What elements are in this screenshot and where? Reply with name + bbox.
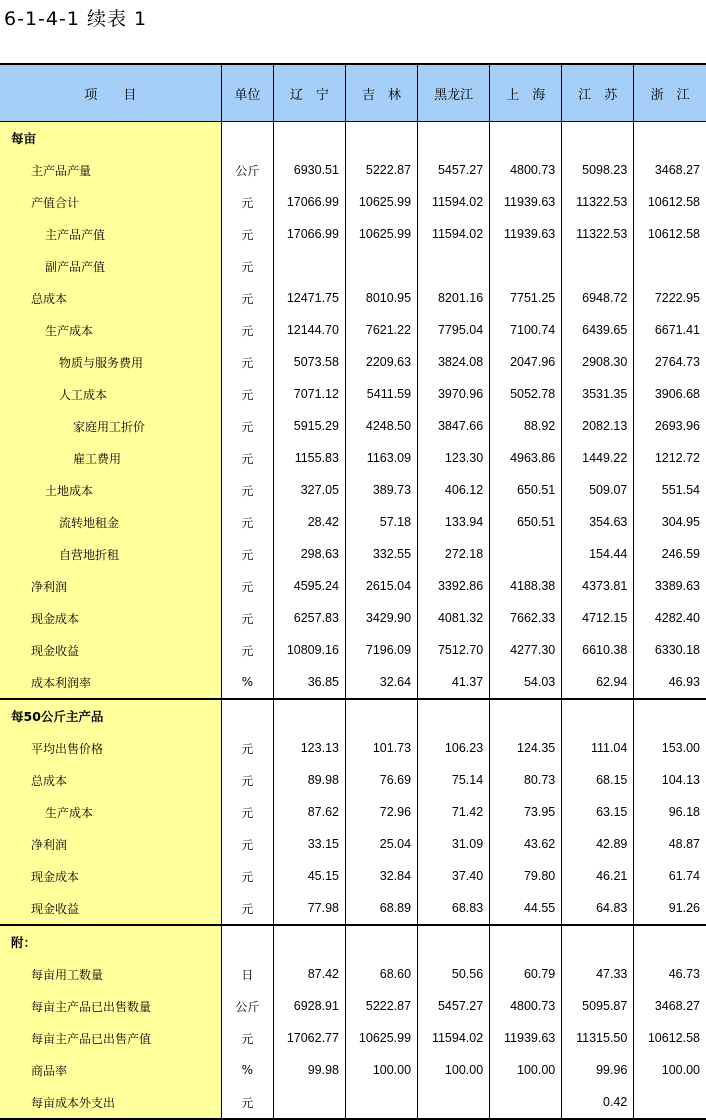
value-cell: 11594.02 [418,186,490,218]
value-cell [345,925,417,958]
row-unit: 元 [221,570,273,602]
row-unit: 元 [221,602,273,634]
header-region: 黑龙江 [418,64,490,122]
row-label: 每亩用工数量 [0,958,221,990]
table-row [0,474,706,506]
table-row [0,666,706,699]
value-cell: 89.98 [273,764,345,796]
value-cell: 1212.72 [634,442,706,474]
value-cell [634,122,706,155]
header-item: 项 目 [0,64,221,122]
value-cell: 4800.73 [490,990,562,1022]
row-unit: 元 [221,1086,273,1119]
value-cell: 5095.87 [562,990,634,1022]
value-cell: 71.42 [418,796,490,828]
value-cell: 11939.63 [490,1022,562,1054]
row-label: 主产品产值 [0,218,221,250]
cost-benefit-table [0,63,706,1120]
value-cell: 4800.73 [490,154,562,186]
row-unit [221,122,273,155]
value-cell: 123.13 [273,732,345,764]
row-unit: 元 [221,538,273,570]
table-row [0,378,706,410]
value-cell [490,1086,562,1119]
value-cell: 4248.50 [345,410,417,442]
value-cell: 99.96 [562,1054,634,1086]
value-cell: 10625.99 [345,218,417,250]
value-cell: 10612.58 [634,186,706,218]
table-row [0,892,706,925]
value-cell: 154.44 [562,538,634,570]
row-label: 净利润 [0,828,221,860]
row-unit: 元 [221,250,273,282]
row-unit: 日 [221,958,273,990]
value-cell: 100.00 [418,1054,490,1086]
value-cell: 354.63 [562,506,634,538]
value-cell: 11322.53 [562,218,634,250]
page-title: 6-1-4-1 续表 1 [4,8,148,30]
row-unit: 元 [221,796,273,828]
table-row [0,602,706,634]
row-label: 每亩主产品已出售产值 [0,1022,221,1054]
value-cell: 7100.74 [490,314,562,346]
row-label: 产值合计 [0,186,221,218]
value-cell: 551.54 [634,474,706,506]
section-row [0,925,706,958]
value-cell: 4712.15 [562,602,634,634]
value-cell: 1449.22 [562,442,634,474]
value-cell: 327.05 [273,474,345,506]
value-cell: 5915.29 [273,410,345,442]
value-cell: 1155.83 [273,442,345,474]
row-unit: 元 [221,764,273,796]
value-cell: 3847.66 [418,410,490,442]
value-cell: 45.15 [273,860,345,892]
value-cell: 10612.58 [634,218,706,250]
row-unit: 公斤 [221,990,273,1022]
value-cell: 124.35 [490,732,562,764]
data-table-container [0,63,706,1120]
table-row [0,346,706,378]
section-label: 每亩 [0,122,221,155]
value-cell: 10625.99 [345,1022,417,1054]
value-cell [490,538,562,570]
table-row [0,186,706,218]
value-cell: 42.89 [562,828,634,860]
value-cell: 33.15 [273,828,345,860]
value-cell: 104.13 [634,764,706,796]
row-label: 主产品产量 [0,154,221,186]
value-cell: 31.09 [418,828,490,860]
value-cell: 5098.23 [562,154,634,186]
value-cell [345,1086,417,1119]
table-row [0,1022,706,1054]
value-cell: 100.00 [345,1054,417,1086]
row-label: 雇工费用 [0,442,221,474]
value-cell: 54.03 [490,666,562,699]
table-row [0,634,706,666]
value-cell: 47.33 [562,958,634,990]
value-cell: 123.30 [418,442,490,474]
value-cell: 3531.35 [562,378,634,410]
row-unit: 元 [221,346,273,378]
value-cell: 509.07 [562,474,634,506]
value-cell: 5457.27 [418,990,490,1022]
row-unit: 元 [221,282,273,314]
value-cell: 11939.63 [490,186,562,218]
header-region: 吉 林 [345,64,417,122]
value-cell: 87.42 [273,958,345,990]
table-row [0,282,706,314]
value-cell: 28.42 [273,506,345,538]
row-unit: % [221,666,273,699]
value-cell: 4595.24 [273,570,345,602]
value-cell [562,925,634,958]
value-cell: 61.74 [634,860,706,892]
value-cell: 68.15 [562,764,634,796]
value-cell: 80.73 [490,764,562,796]
table-row [0,764,706,796]
value-cell: 7662.33 [490,602,562,634]
row-label: 每亩主产品已出售数量 [0,990,221,1022]
value-cell: 4373.81 [562,570,634,602]
table-row [0,570,706,602]
row-unit: 元 [221,218,273,250]
row-unit [221,925,273,958]
row-unit: % [221,1054,273,1086]
value-cell: 133.94 [418,506,490,538]
value-cell [273,1086,345,1119]
value-cell: 3429.90 [345,602,417,634]
value-cell: 11939.63 [490,218,562,250]
value-cell: 68.89 [345,892,417,925]
value-cell [634,925,706,958]
value-cell [562,122,634,155]
value-cell: 5052.78 [490,378,562,410]
value-cell: 7071.12 [273,378,345,410]
value-cell [562,250,634,282]
value-cell: 6330.18 [634,634,706,666]
value-cell: 406.12 [418,474,490,506]
value-cell: 68.60 [345,958,417,990]
row-unit: 元 [221,442,273,474]
value-cell: 2082.13 [562,410,634,442]
table-row [0,314,706,346]
value-cell: 304.95 [634,506,706,538]
value-cell: 650.51 [490,474,562,506]
table-row [0,732,706,764]
value-cell: 37.40 [418,860,490,892]
value-cell: 48.87 [634,828,706,860]
value-cell: 2047.96 [490,346,562,378]
table-row [0,410,706,442]
value-cell: 7222.95 [634,282,706,314]
value-cell: 2764.73 [634,346,706,378]
value-cell: 99.98 [273,1054,345,1086]
value-cell [273,122,345,155]
value-cell [345,250,417,282]
value-cell [273,925,345,958]
value-cell: 2209.63 [345,346,417,378]
value-cell: 41.37 [418,666,490,699]
value-cell [418,1086,490,1119]
value-cell: 43.62 [490,828,562,860]
value-cell: 6948.72 [562,282,634,314]
value-cell [490,250,562,282]
row-label: 现金成本 [0,602,221,634]
value-cell: 2908.30 [562,346,634,378]
value-cell [418,699,490,732]
value-cell: 12471.75 [273,282,345,314]
value-cell: 57.18 [345,506,417,538]
row-label: 现金收益 [0,892,221,925]
row-label: 平均出售价格 [0,732,221,764]
row-label: 人工成本 [0,378,221,410]
table-row [0,958,706,990]
value-cell [418,122,490,155]
value-cell: 46.93 [634,666,706,699]
value-cell: 75.14 [418,764,490,796]
value-cell: 46.21 [562,860,634,892]
row-label: 物质与服务费用 [0,346,221,378]
value-cell: 79.80 [490,860,562,892]
row-unit: 元 [221,1022,273,1054]
table-row [0,506,706,538]
value-cell: 6439.65 [562,314,634,346]
header-region: 浙 江 [634,64,706,122]
header-region: 辽 宁 [273,64,345,122]
value-cell: 5411.59 [345,378,417,410]
table-body [0,122,706,1120]
value-cell: 11322.53 [562,186,634,218]
value-cell: 68.83 [418,892,490,925]
value-cell: 50.56 [418,958,490,990]
value-cell: 60.79 [490,958,562,990]
value-cell: 64.83 [562,892,634,925]
value-cell: 7196.09 [345,634,417,666]
row-label: 生产成本 [0,796,221,828]
value-cell: 3970.96 [418,378,490,410]
value-cell [273,699,345,732]
value-cell: 36.85 [273,666,345,699]
value-cell: 272.18 [418,538,490,570]
value-cell: 6928.91 [273,990,345,1022]
value-cell: 3824.08 [418,346,490,378]
value-cell [345,122,417,155]
value-cell: 1163.09 [345,442,417,474]
value-cell [634,699,706,732]
value-cell: 88.92 [490,410,562,442]
table-row [0,154,706,186]
value-cell: 8201.16 [418,282,490,314]
value-cell: 101.73 [345,732,417,764]
value-cell: 4963.86 [490,442,562,474]
table-row [0,828,706,860]
value-cell: 298.63 [273,538,345,570]
value-cell: 5073.58 [273,346,345,378]
value-cell [562,699,634,732]
value-cell: 7751.25 [490,282,562,314]
value-cell [490,699,562,732]
value-cell: 46.73 [634,958,706,990]
value-cell: 73.95 [490,796,562,828]
header-row [0,64,706,122]
value-cell: 4081.32 [418,602,490,634]
value-cell: 3906.68 [634,378,706,410]
value-cell: 91.26 [634,892,706,925]
header-unit: 单位 [221,64,273,122]
section-row [0,122,706,155]
value-cell: 4188.38 [490,570,562,602]
value-cell: 100.00 [634,1054,706,1086]
value-cell: 111.04 [562,732,634,764]
section-label: 每50公斤主产品 [0,699,221,732]
row-label: 总成本 [0,282,221,314]
row-label: 生产成本 [0,314,221,346]
value-cell: 10625.99 [345,186,417,218]
value-cell: 7621.22 [345,314,417,346]
value-cell: 96.18 [634,796,706,828]
header-region: 江 苏 [562,64,634,122]
value-cell: 3392.86 [418,570,490,602]
value-cell: 32.64 [345,666,417,699]
row-unit: 元 [221,828,273,860]
value-cell [345,699,417,732]
value-cell: 72.96 [345,796,417,828]
value-cell: 5222.87 [345,990,417,1022]
value-cell: 6257.83 [273,602,345,634]
value-cell: 100.00 [490,1054,562,1086]
row-label: 每亩成本外支出 [0,1086,221,1119]
table-row [0,218,706,250]
value-cell [418,250,490,282]
table-row [0,1086,706,1119]
table-row [0,250,706,282]
value-cell: 153.00 [634,732,706,764]
row-label: 净利润 [0,570,221,602]
row-label: 总成本 [0,764,221,796]
value-cell: 5457.27 [418,154,490,186]
value-cell: 3389.63 [634,570,706,602]
value-cell: 4282.40 [634,602,706,634]
value-cell: 10809.16 [273,634,345,666]
value-cell: 12144.70 [273,314,345,346]
row-unit: 元 [221,186,273,218]
value-cell: 3468.27 [634,154,706,186]
value-cell: 77.98 [273,892,345,925]
value-cell: 2693.96 [634,410,706,442]
value-cell: 7512.70 [418,634,490,666]
table-row [0,796,706,828]
row-label: 自营地折租 [0,538,221,570]
value-cell: 4277.30 [490,634,562,666]
value-cell [418,925,490,958]
value-cell: 63.15 [562,796,634,828]
table-row [0,442,706,474]
value-cell [634,250,706,282]
value-cell: 650.51 [490,506,562,538]
row-label: 流转地租金 [0,506,221,538]
value-cell: 32.84 [345,860,417,892]
row-unit: 元 [221,634,273,666]
value-cell: 11594.02 [418,1022,490,1054]
header-region: 上 海 [490,64,562,122]
row-unit: 元 [221,860,273,892]
value-cell: 332.55 [345,538,417,570]
value-cell [273,250,345,282]
row-label: 土地成本 [0,474,221,506]
row-unit: 公斤 [221,154,273,186]
value-cell: 0.42 [562,1086,634,1119]
table-row [0,990,706,1022]
row-unit: 元 [221,314,273,346]
row-label: 商品率 [0,1054,221,1086]
value-cell: 2615.04 [345,570,417,602]
row-unit: 元 [221,474,273,506]
table-row [0,538,706,570]
value-cell [634,1086,706,1119]
row-unit: 元 [221,378,273,410]
value-cell: 106.23 [418,732,490,764]
row-unit [221,699,273,732]
value-cell: 76.69 [345,764,417,796]
value-cell: 6671.41 [634,314,706,346]
row-label: 副产品产值 [0,250,221,282]
value-cell: 7795.04 [418,314,490,346]
value-cell: 3468.27 [634,990,706,1022]
value-cell: 11315.50 [562,1022,634,1054]
row-unit: 元 [221,506,273,538]
table-row [0,860,706,892]
table-row [0,1054,706,1086]
row-label: 现金成本 [0,860,221,892]
value-cell: 87.62 [273,796,345,828]
value-cell: 6610.38 [562,634,634,666]
value-cell: 10612.58 [634,1022,706,1054]
value-cell: 11594.02 [418,218,490,250]
value-cell [490,122,562,155]
value-cell: 8010.95 [345,282,417,314]
value-cell: 17066.99 [273,218,345,250]
value-cell: 17066.99 [273,186,345,218]
row-label: 家庭用工折价 [0,410,221,442]
value-cell: 62.94 [562,666,634,699]
value-cell: 17062.77 [273,1022,345,1054]
row-unit: 元 [221,732,273,764]
value-cell: 44.55 [490,892,562,925]
row-unit: 元 [221,410,273,442]
value-cell [490,925,562,958]
row-unit: 元 [221,892,273,925]
value-cell: 6930.51 [273,154,345,186]
row-label: 成本利润率 [0,666,221,699]
section-row [0,699,706,732]
value-cell: 246.59 [634,538,706,570]
row-label: 现金收益 [0,634,221,666]
section-label: 附： [0,925,221,958]
value-cell: 5222.87 [345,154,417,186]
value-cell: 389.73 [345,474,417,506]
value-cell: 25.04 [345,828,417,860]
